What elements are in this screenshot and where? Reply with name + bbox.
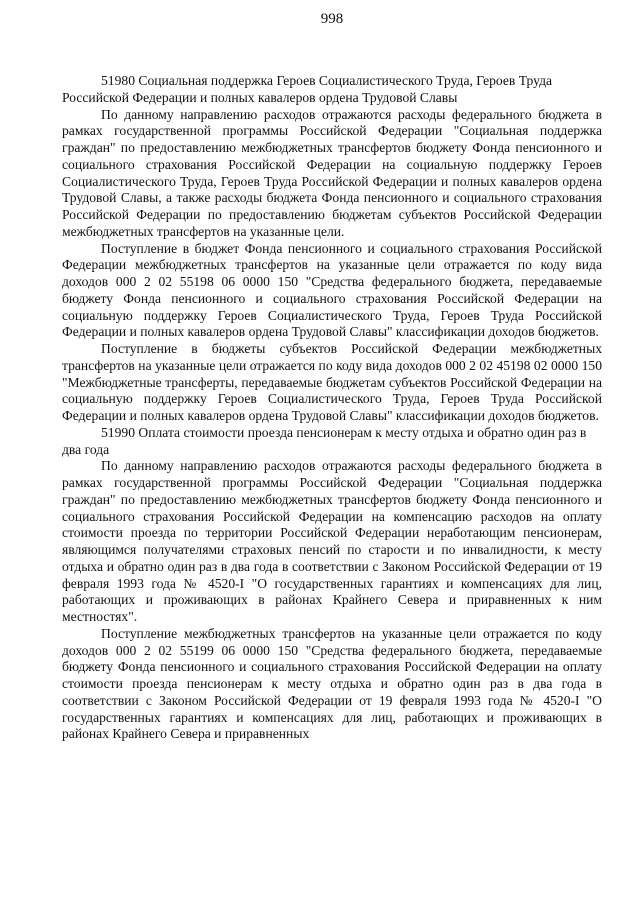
paragraph: Поступление межбюджетных трансфертов на указанные цели отражается по коду доходов 000 2 02 55199 06 0000 150 "Средства федерального бюджета, передаваемые бюджету Фонда пенсионного и социального страхования Российской Федерации на оплату стоимости проезда пенсионерам к месту отдыха и обратно один раз в два года в соответствии с Законом Российской Федерации от 19 февраля 1993 года № 4520-I "О государственных гарантиях и компенсациях для лиц, работающих и проживающих в районах Крайнего Севера и приравненных xyxy=(62,625,602,742)
paragraph: По данному направлению расходов отражаются расходы федерального бюджета в рамках государственной программы Российской Федерации "Социальная поддержка граждан" по предоставлению межбюджетных трансфертов бюджету Фонда пенсионного и социального страхования Российской Федерации на социальную поддержку Героев Социалистического Труда, Героев Труда Российской Федерации и полных кавалеров ордена Трудовой Славы, а также расходы бюджета Фонда пенсионного и социального страхования Российской Федерации по предоставлению бюджетам субъектов Российской Федерации межбюджетных трансфертов на указанные цели. xyxy=(62,106,602,239)
paragraph: Поступление в бюджеты субъектов Российской Федерации межбюджетных трансфертов на указанные цели отражается по коду вида доходов 000 2 02 45198 02 0000 150 "Межбюджетные трансферты, передаваемые бюджетам субъектов Российской Федерации на социальную поддержку Героев Социалистического Труда, Героев Труда Российской Федерации и полных кавалеров ордена Трудовой Славы" классификации доходов бюджетов. xyxy=(62,341,602,423)
paragraph: По данному направлению расходов отражаются расходы федерального бюджета в рамках государственной программы Российской Федерации "Социальная поддержка граждан" по предоставлению межбюджетных трансфертов бюджету Фонда пенсионного и социального страхования Российской Федерации на компенсацию расходов на оплату стоимости проезда по территории Российской Федерации неработающим пенсионерам, являющимся получателями страховых пенсий по старости и по инвалидности, к месту отдыха и обратно один раз в два года в соответствии с Законом Российской Федерации от 19 февраля 1993 года № 4520-I "О государственных гарантиях и компенсациях для лиц, работающих и проживающих в районах Крайнего Севера и приравненных к ним местностях". xyxy=(62,458,602,624)
section-heading-51980: 51980 Социальная поддержка Героев Социалистического Труда, Героев Труда Российской Федерации и полных кавалеров ордена Трудовой Славы xyxy=(62,73,553,105)
document-body xyxy=(62,73,602,743)
section-heading-51990: 51990 Оплата стоимости проезда пенсионерам к месту отдыха и обратно один раз в два года xyxy=(62,424,587,457)
paragraph: Поступление в бюджет Фонда пенсионного и социального страхования Российской Федерации межбюджетных трансфертов на указанные цели отражается по коду вида доходов 000 2 02 55198 06 0000 150 "Средства федерального бюджета, передаваемые бюджету Фонда пенсионного и социального страхования Российской Федерации на социальную поддержку Героев Социалистического Труда, Героев Труда Российской Федерации и полных кавалеров ордена Трудовой Славы" классификации доходов бюджетов. xyxy=(62,240,602,340)
page-number: 998 xyxy=(320,11,344,27)
